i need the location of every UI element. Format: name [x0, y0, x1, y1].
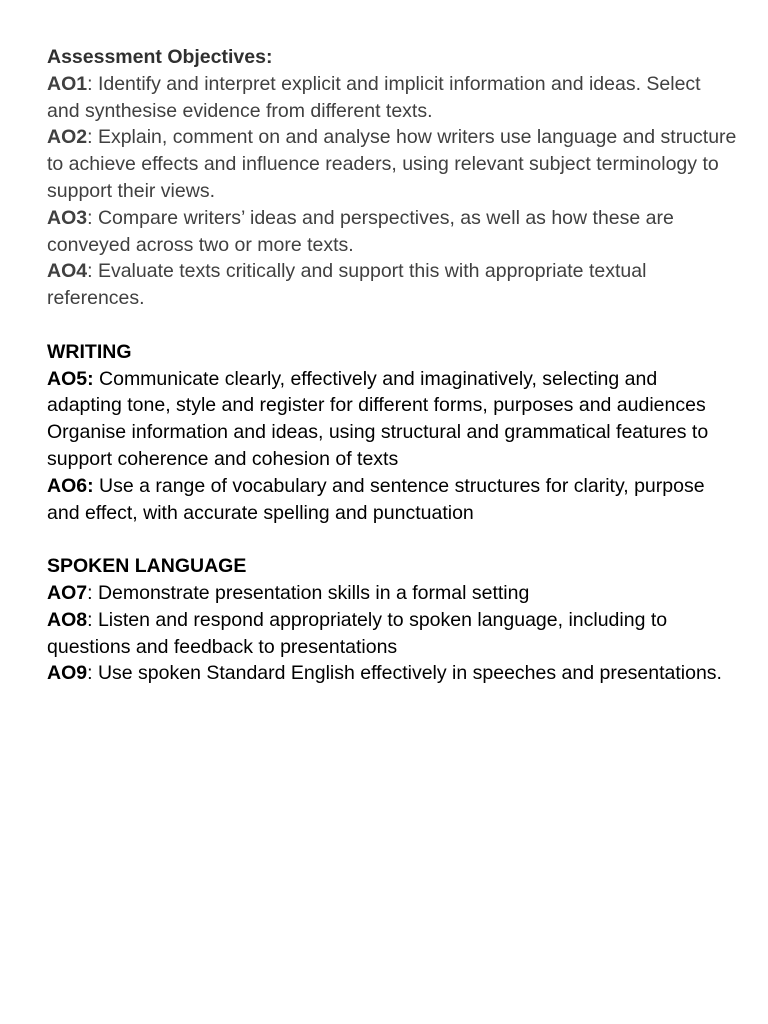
ao8-paragraph [47, 607, 737, 661]
ao4-separator: : [87, 260, 93, 283]
blank-line [47, 312, 737, 339]
ao3-text: Compare writers’ ideas and perspectives, as well as how these are conveyed across two or more texts. [47, 206, 674, 256]
ao7-paragraph [47, 580, 737, 607]
ao5-text: Communicate clearly, effectively and imaginatively, selecting and adapting tone, style and register for different forms, purposes and audiences [47, 367, 706, 417]
ao6-paragraph [47, 473, 737, 527]
ao1-paragraph [47, 71, 737, 125]
ao3-paragraph [47, 205, 737, 259]
document-page [47, 44, 737, 687]
blank-line [47, 526, 737, 553]
ao4-text: Evaluate texts critically and support this with appropriate textual references. [47, 260, 647, 310]
ao7-separator: : [87, 581, 93, 604]
ao1-text: Identify and interpret explicit and implicit information and ideas. Select and synthesise evidence from different texts. [47, 72, 701, 122]
ao7-code: AO7 [47, 581, 88, 604]
ao9-text: Use spoken Standard English effectively in speeches and presentations. [92, 662, 722, 685]
ao8-separator: : [87, 608, 93, 631]
ao8-code: AO8 [47, 608, 88, 631]
ao5-extra-paragraph: Organise information and ideas, using structural and grammatical features to support coherence and cohesion of texts [47, 421, 709, 470]
ao9-separator: : [87, 662, 93, 685]
writing-heading: WRITING [47, 340, 132, 363]
ao6-text: Use a range of vocabulary and sentence structures for clarity, purpose and effect, with accurate spelling and punctuation [47, 474, 705, 524]
ao3-code: AO3 [47, 206, 88, 229]
ao9-code: AO9 [47, 662, 88, 685]
spoken-language-heading: SPOKEN LANGUAGE [47, 555, 247, 578]
spoken-language-section [47, 553, 737, 687]
ao4-paragraph [47, 258, 737, 312]
ao4-code: AO4 [47, 260, 88, 283]
ao9-paragraph [47, 660, 737, 687]
ao8-text: Listen and respond appropriately to spoken language, including to questions and feedback to presentations [47, 608, 668, 658]
ao5-paragraph [47, 366, 737, 420]
ao2-paragraph [47, 124, 737, 204]
ao5-code: AO5: [47, 367, 94, 390]
ao1-code: AO1 [47, 72, 88, 95]
ao7-text: Demonstrate presentation skills in a formal setting [92, 581, 530, 604]
writing-section [47, 339, 737, 527]
ao3-separator: : [87, 206, 93, 229]
assessment-objectives-heading: Assessment Objectives: [47, 46, 273, 68]
ao6-code: AO6: [47, 474, 94, 497]
ao1-separator: : [87, 72, 93, 95]
ao2-text: Explain, comment on and analyse how writers use language and structure to achieve effects and influence readers, using relevant subject terminology to support their views. [47, 126, 737, 202]
ao2-separator: : [87, 126, 93, 149]
ao2-code: AO2 [47, 126, 88, 149]
